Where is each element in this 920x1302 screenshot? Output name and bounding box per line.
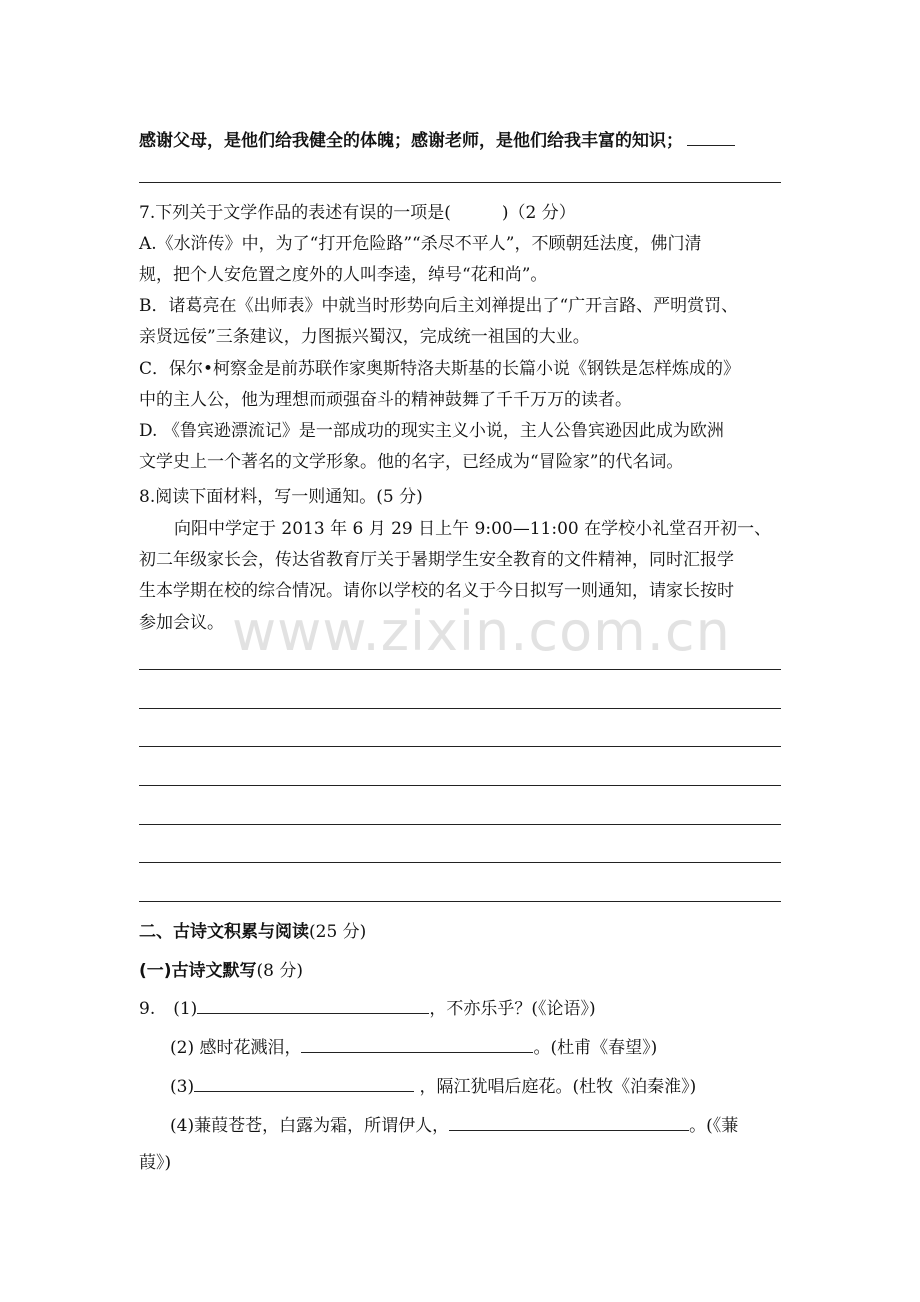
q8-material-line1: 向阳中学定于 2013 年 6 月 29 日上午 9:00—11:00 在学校小礼堂召开初一、 <box>174 519 772 539</box>
q7-stem: 7.下列关于文学作品的表述有误的一项是( )（2 分） <box>139 203 576 223</box>
section2-heading <box>139 921 366 943</box>
q8-material-line4: 参加会议。 <box>139 613 224 633</box>
q9-item-4-post: 。(《蒹 <box>689 1116 739 1136</box>
q9-item-3-pre: (3) <box>170 1077 195 1097</box>
q7-option-b-line1: B．诸葛亮在《出师表》中就当时形势向后主刘禅提出了“广开言路、严明赏罚、 <box>139 296 739 316</box>
section2-title: 二、古诗文积累与阅读 <box>139 922 309 942</box>
q7-option-d-line1: D. 《鲁宾逊漂流记》是一部成功的现实主义小说，主人公鲁宾逊因此成为欧洲 <box>139 421 724 441</box>
watermark: www.zixin.com.cn <box>232 600 731 663</box>
q9-item-1-post: ，不亦乐乎？(《论语》) <box>429 999 596 1019</box>
q8-material-line2: 初二年级家长会，传达省教育厅关于暑期学生安全教育的文件精神，同时汇报学 <box>139 550 734 570</box>
writing-line[interactable] <box>139 901 781 902</box>
q9-blank-4[interactable] <box>449 1114 689 1131</box>
q9-item-3 <box>170 1075 696 1098</box>
q7-option-b-line2: 亲贤远佞”三条建议，力图振兴蜀汉，完成统一祖国的大业。 <box>139 327 590 347</box>
q7-option-d-line2: 文学史上一个著名的文学形象。他的名字，已经成为“冒险家”的代名词。 <box>139 452 684 472</box>
q9-blank-3[interactable] <box>194 1075 414 1092</box>
q9-item-3-post: ，隔江犹唱后庭花。(杜牧《泊秦淮》) <box>414 1077 697 1097</box>
intro-line <box>139 129 735 152</box>
writing-line[interactable] <box>139 708 781 709</box>
q7-option-c-line2: 中的主人公，他为理想而顽强奋斗的精神鼓舞了千千万万的读者。 <box>139 390 632 410</box>
q9-blank-2[interactable] <box>301 1036 533 1053</box>
q9-item-4-pre: (4)蒹葭苍苍，白露为霜，所谓伊人， <box>170 1116 450 1136</box>
writing-line[interactable] <box>139 862 781 863</box>
subsection-title: (一)古诗文默写 <box>139 961 257 981</box>
writing-line[interactable] <box>139 669 781 670</box>
q9-item-1 <box>139 997 596 1020</box>
q9-blank-1[interactable] <box>197 997 429 1014</box>
q8-stem: 8.阅读下面材料，写一则通知。(5 分) <box>139 487 423 507</box>
q7-option-a-line2: 规，把个人安危置之度外的人叫李逵，绰号“花和尚”。 <box>139 265 548 285</box>
q9-item-2 <box>170 1036 657 1059</box>
q7-option-c-line1: C．保尔•柯察金是前苏联作家奥斯特洛夫斯基的长篇小说《钢铁是怎样炼成的》 <box>139 359 741 379</box>
subsection-score: (8 分) <box>256 961 304 981</box>
answer-blank[interactable] <box>687 129 735 146</box>
writing-line[interactable] <box>139 785 781 786</box>
q9-item-4-wrap: 葭》) <box>139 1153 172 1173</box>
writing-line[interactable] <box>139 746 781 747</box>
q9-number: 9. <box>139 999 156 1019</box>
writing-line[interactable] <box>139 824 781 825</box>
q8-material-line3: 生本学期在校的综合情况。请你以学校的名义于今日拟写一则通知，请家长按时 <box>139 581 734 601</box>
answer-line[interactable] <box>139 182 781 183</box>
q9-item-2-pre: (2) 感时花溅泪， <box>170 1038 302 1058</box>
q9-item-4 <box>170 1114 738 1137</box>
q9-item-2-post: 。(杜甫《春望》) <box>533 1038 658 1058</box>
intro-text: 感谢父母，是他们给我健全的体魄；感谢老师，是他们给我丰富的知识； <box>139 131 683 151</box>
section2-score: (25 分) <box>309 922 367 942</box>
q9-item-1-pre: (1) <box>173 999 198 1019</box>
q7-option-a-line1: A.《水浒传》中，为了“打开危险路”“杀尽不平人”，不顾朝廷法度，佛门清 <box>139 234 702 254</box>
subsection-heading <box>139 960 303 982</box>
